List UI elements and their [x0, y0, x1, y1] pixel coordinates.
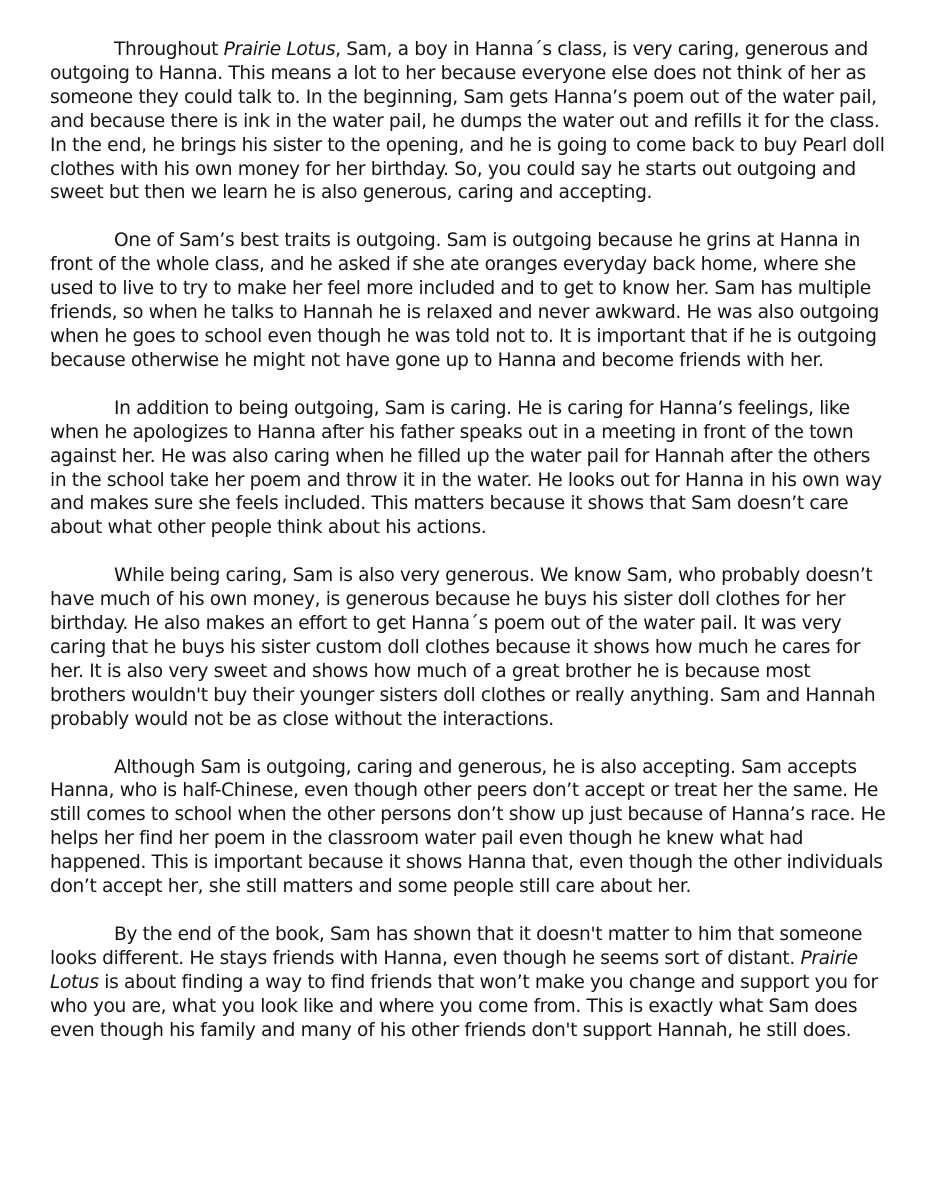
essay-page [50, 38, 890, 1043]
paragraph-generous [50, 564, 890, 731]
paragraph-intro [50, 38, 890, 205]
text-segment: , Sam, a boy in Hanna´s class, is very caring, generous and outgoing to Hanna. This means a lot to her because everyone else does not think of her as someone they could talk to. In the beginning, Sam gets Hanna’s poem out of the water pail, and because there is ink in the water pail, he dumps the water out and refills it for the class. In the end, he brings his sister to the opening, and he is going to come back to buy Pearl doll clothes with his own money for her birthday. So, you could say he starts out outgoing and sweet but then we learn he is also generous, caring and accepting. [50, 39, 885, 204]
paragraph-conclusion [50, 923, 890, 1043]
text-segment: One of Sam’s best traits is outgoing. Sam is outgoing because he grins at Hanna in front of the whole class, and he asked if she ate oranges everyday back home, where she used to live to try to make her feel more included and to get to know her. Sam has multiple friends, so when he talks to Hannah he is relaxed and never awkward. He was also outgoing when he goes to school even though he was told not to. It is important that if he is outgoing because otherwise he might not have gone up to Hanna and become friends with her. [50, 230, 879, 371]
text-segment: Although Sam is outgoing, caring and generous, he is also accepting. Sam accepts Hanna, who is half-Chinese, even though other peers don’t accept or treat her the same. He still comes to school when the other persons don’t show up just because of Hanna’s race. He helps her find her poem in the classroom water pail even though he knew what had happened. This is important because it shows Hanna that, even though the other individuals don’t accept her, she still matters and some people still care about her. [50, 756, 886, 898]
book-title: Prairie Lotus [223, 39, 336, 60]
text-segment: is about finding a way to find friends that won’t make you change and support you for who you are, what you look like and where you come from. This is exactly what Sam does even though his family and many of his other friends don't support Hannah, he still does. [50, 971, 878, 1041]
paragraph-caring [50, 397, 890, 540]
paragraph-accepting [50, 756, 890, 899]
paragraph-outgoing [50, 229, 890, 372]
text-segment: In addition to being outgoing, Sam is caring. He is caring for Hanna’s feelings, like when he apologizes to Hanna after his father speaks out in a meeting in front of the town against her. He was also caring when he filled up the water pail for Hannah after the others in the school take her poem and throw it in the water. He looks out for Hanna in his own way and makes sure she feels included. This matters because it shows that Sam doesn’t care about what other people think about his actions. [50, 397, 882, 539]
text-segment: By the end of the book, Sam has shown that it doesn't matter to him that someone looks different. He stays friends with Hanna, even though he seems sort of distant. [50, 924, 863, 969]
text-segment: While being caring, Sam is also very generous. We know Sam, who probably doesn’t have much of his own money, is generous because he buys his sister doll clothes for her birthday. He also makes an effort to get Hanna´s poem out of the water pail. It was very caring that he buys his sister custom doll clothes because it shows how much he cares for her. It is also very sweet and shows how much of a great brother he is because most brothers wouldn't buy their younger sisters doll clothes or really anything. Sam and Hannah probably would not be as close without the interactions. [50, 565, 876, 730]
text-segment: Throughout [114, 39, 224, 60]
book-title: Prairie Lotus [50, 947, 858, 993]
